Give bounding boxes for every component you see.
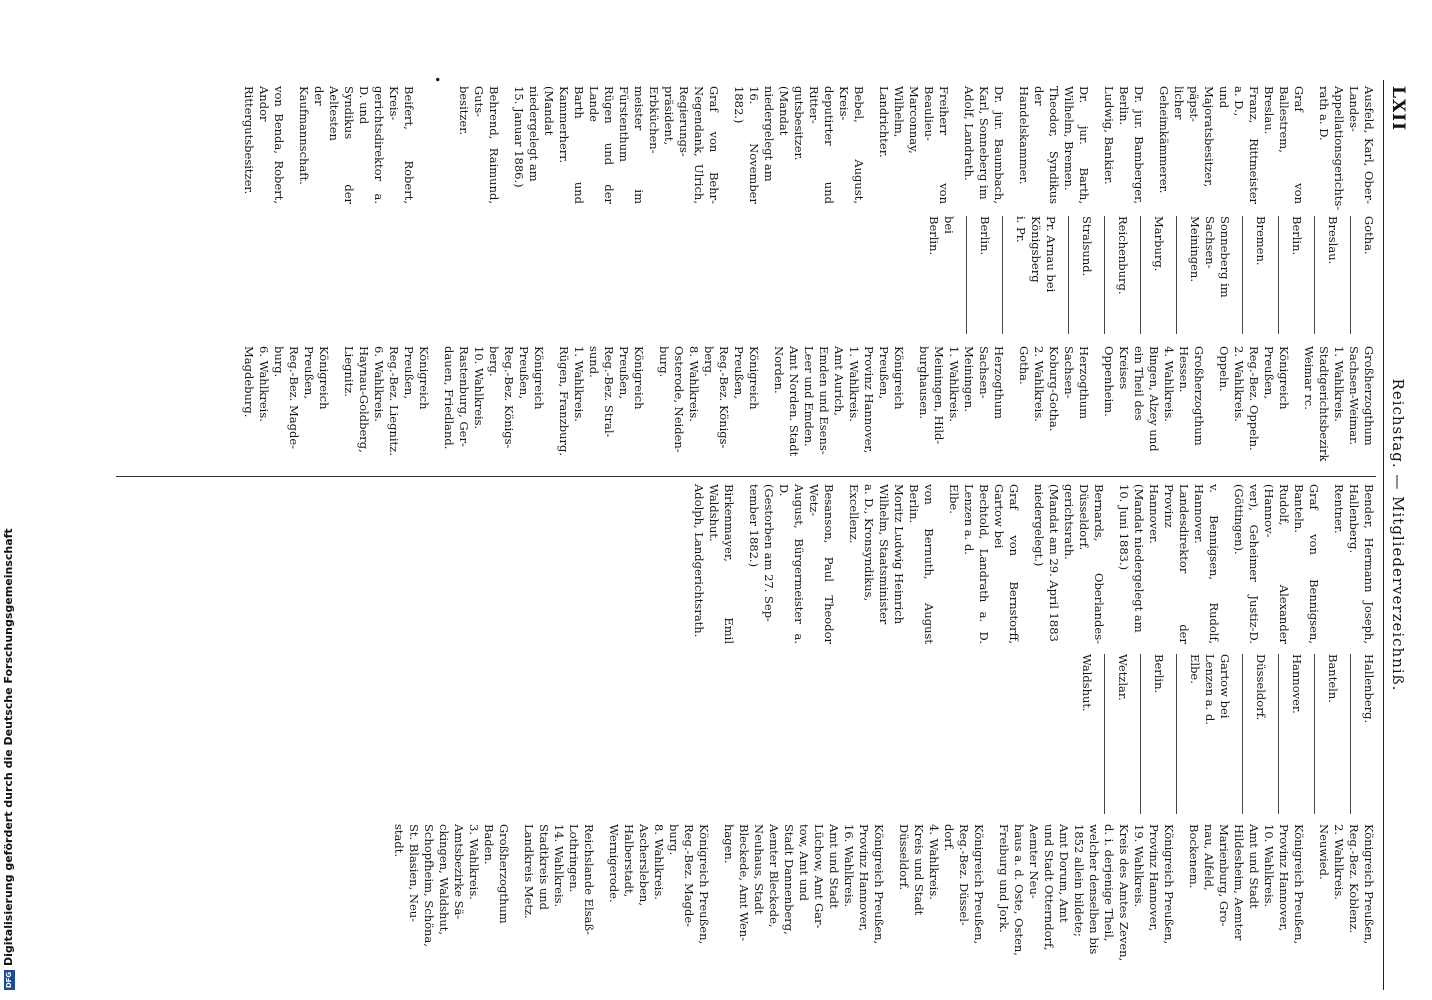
footer-credit <box>2 528 15 990</box>
column-constituency-right <box>381 824 1376 984</box>
member-entry: Dr. jur. Barth, Wilhelm, Bremen. Theodor, Syndikus der Handelskammer. <box>1017 86 1091 204</box>
constituency-entry: Großherzogthum Baden. 3. Wahlkreis. Amtsbezirke Sä- ckingen, Waldshut, Schopfheim, Schöna, St. Blasien, Neu- stadt. <box>392 824 511 947</box>
constituency-entry: Königreich Preußen, Provinz Hannover, 19. Wahlkreis. Kreis des Amtes Zeven, d. i. derjenige Theil, welcher denselben bis 1852 allein bildete; Amt Dorum, Amt und Stadt Otterndorf, Aemter Neu- haus a. d. Oste, Osten, Freiburg und Jork. <box>997 824 1176 962</box>
row-rule <box>1350 654 1351 814</box>
row-rule <box>1278 654 1279 814</box>
member-entry <box>296 76 446 204</box>
residence-entry: Hannover. <box>1290 654 1304 714</box>
member-entry: Graf von Ballestrem, Breslau. Franz, Rittmeister a. D., und Majoratsbesitzer, päpst- licher Geheimkämmerer. <box>1157 86 1306 204</box>
constituency-entry: Königreich Preußen, Provinz Hannover, 1. Wahlkreis. Amt Aurich, Emden und Esens- Leer und Emden. Amt Norden. Stadt Norden. <box>772 346 906 457</box>
constituency-entry: Königreich Preußen, Reg.-Bez. Stral- sund. 1. Wahlkreis. Rügen, Franzburg. <box>557 346 646 457</box>
member-entry: Bebel, August, Kreis- deputirter und Ritter- gutsbesitzer. (Mandat niedergelegt am 16. November 1882.) <box>732 86 866 204</box>
residence-entry: Berlin. <box>1290 216 1304 256</box>
scanned-page <box>100 76 1410 990</box>
residence-entry: Bremen. <box>1254 216 1268 266</box>
residence-entry: Waldshut. <box>1080 654 1094 712</box>
constituency-entry: Königreich Preußen, Reg.-Bez. Oppeln. 2. Wahlkreis. Oppeln. <box>1217 346 1291 451</box>
constituency-entry: Königreich Preußen, Reg.-Bez. Koblenz. 2. Wahlkreis. Neuwied. <box>1317 824 1376 945</box>
row-rule <box>1104 216 1105 334</box>
row-rule <box>1140 654 1141 814</box>
constituency-entry: Herzogthum Sachsen- Koburg-Gotha. 2. Wahlkreis. Gotha. <box>1017 346 1091 432</box>
constituency-entry: Königreich Preußen, Reg.-Bez. Magde- burg. 8. Wahlkreis. Aschersleben, Halberstadt, Wernigerode. <box>607 824 711 945</box>
row-rule <box>1242 654 1243 814</box>
member-entry: Graf von Bennigsen, Banteln. Rudolf, Alexander (Hannov- ver), Geheimer Justiz-D. (Göttingen). <box>1232 484 1321 644</box>
bullet-mark-icon: • <box>430 76 444 84</box>
member-entry-text: Beifert, Robert, Kreis- gerichtsdirektor a. D. und Syndikus der Aeltesten der Kaufmannschaft. <box>297 86 416 204</box>
row-rule <box>1068 216 1069 334</box>
constituency-entry: Königreich Preußen, Reg.-Bez. Königs- berg. 10. Wahlkreis. Rastenburg, Ger- dauen, Friedland. <box>442 346 546 450</box>
member-entry: Bernards, Oberlandes-Düsseldorf. gerichtsrath. (Mandat am 29. April 1883 niedergelegt.) <box>1032 484 1106 644</box>
residence-entry: Marburg. <box>1152 216 1166 272</box>
constituency-entry: Königreich Preußen, Reg.-Bez. Königs- berg. 8. Wahlkreis. Osterode, Neiden- burg. <box>657 346 761 453</box>
residence-entry: Banteln. <box>1326 654 1340 703</box>
residence-entry: Sonneberg im Sachsen- Meiningen. <box>1188 216 1232 298</box>
column-residence-right <box>1069 654 1376 814</box>
row-rule <box>1278 216 1279 334</box>
member-entry: Besanson, Paul Theodor Wetz- August, Bürgermeister a. D. (Gestorben am 27. Sep- tember 1882.) <box>747 484 836 644</box>
residence-entry: Düsseldorf. <box>1254 654 1268 721</box>
residence-entry: bei Berlin. <box>927 216 956 256</box>
constituency-entry: Königreich Preußen, Reg.-Bez. Düssel- dorf. 4. Wahlkreis. Kreis und Stadt Düsseldorf. <box>897 824 986 945</box>
residence-entry: Berlin. <box>978 216 992 256</box>
member-entry: von Bernuth, August Berlin. Moritz Ludwig Heinrich Wilhelm, Staatsminister a. D., Kronsyndikus, Excellenz. <box>847 484 936 644</box>
row-rule <box>1176 654 1177 814</box>
column-divider <box>116 476 1376 477</box>
row-rule <box>1176 216 1177 334</box>
row-rule <box>1314 654 1315 814</box>
constituency-entry: Großherzogthum Sachsen-Weimar. 1. Wahlkreis. Stadtgerichtsbezirk Weimar rc. <box>1302 346 1376 462</box>
column-constituency-left <box>231 346 1376 464</box>
constituency-entry: Großherzogthum Hessen. 4. Wahlkreis. Bingen, Alzey und ein Theil des Kreises Oppenheim. <box>1102 346 1206 452</box>
page-number: LXII <box>1388 86 1408 132</box>
residence-entry: Gartow bei Lenzen a. d. Elbe. <box>1188 654 1232 725</box>
residence-entry: Breslau. <box>1326 216 1340 265</box>
member-entry: von Benda, Robert, Andor Rittergutsbesitzer. <box>242 86 286 204</box>
column-residence-left <box>916 216 1376 334</box>
member-entry: Dr. jur. Baumbach, Karl, Sonneberg im Adolf, Landrath. <box>962 86 1006 204</box>
constituency-entry: Königreich Preußen, Reg.-Bez. Magde- burg. 6. Wahlkreis. Magdeburg. <box>242 346 331 450</box>
constituency-entry: Königreich Preußen, Provinz Hannover, 16. Wahlkreis. Amt und Stadt Lüchow, Amt Gar- tow, Amt und Stadt Dannenberg, Aemter Bleckede, Neuhaus, Stadt Bleckede, Amt Wen- hagen. <box>722 824 886 945</box>
constituency-entry: Reichslande Elsaß- Lothringen. 14. Wahlkreis. Stadtkreis und Landkreis Metz. <box>522 824 596 936</box>
member-entry: Dr. jur. Bamberger, Berlin. Ludwig, Bankier. <box>1102 86 1146 204</box>
residence-entry: Pr. Arnau bei Königsberg i. Pr. <box>1014 216 1058 293</box>
constituency-entry: Königreich Preußen, Provinz Hannover, 10. Wahlkreis. Amt und Stadt Hildesheim, Aemter Marienburg, Gro- nau, Alfeld, Bockenem. <box>1187 824 1306 945</box>
page-header <box>1383 80 1410 990</box>
row-rule <box>1242 216 1243 334</box>
member-entry: Graf von Bernstorff, Gartow bei Bechtold, Landrath a. D. Lenzen a. d. Elbe. <box>947 484 1021 644</box>
residence-entry: Reichenburg. <box>1116 216 1130 295</box>
row-rule <box>1002 216 1003 334</box>
constituency-entry: Königreich Preußen, Reg.-Bez. Liegnitz. 6. Wahlkreis. Haynau-Goldberg, Liegnitz. <box>342 346 431 456</box>
residence-entry: Hallenberg. <box>1362 654 1376 724</box>
column-names-right <box>681 484 1376 644</box>
member-entry: Freiherr von Beaulieu-Marconnay, Wilhelm, Landrichter. <box>877 86 951 204</box>
member-entry: v. Bennigsen, Rudolf, Hannover. Landesdirektor der Provinz Hannover. (Mandat niedergelegt am 10. Juni 1883.) <box>1117 484 1221 644</box>
row-rule <box>1104 654 1105 814</box>
row-rule <box>1314 216 1315 334</box>
residence-entry: Wetzlar. <box>1116 654 1130 701</box>
member-entry: Bender, Hermann Joseph, Hallenberg. Rentner. <box>1332 484 1376 644</box>
column-names-left <box>231 76 1376 211</box>
residence-entry: Berlin. <box>1152 654 1166 694</box>
page-title: Reichstag. — Mitgliederverzeichniß. <box>1389 378 1407 692</box>
dfg-logo-icon: DFG <box>4 971 13 989</box>
row-rule <box>1350 216 1351 334</box>
residence-entry: Stralsund. <box>1080 216 1094 277</box>
footer-strip <box>0 0 22 1000</box>
row-rule <box>1140 216 1141 334</box>
member-entry: Birkenmayer, Emil Waldshut. Adolph, Landgerichtsrath. <box>692 484 736 644</box>
member-entry: Graf von Behr-Negendank, Ulrich, Regierungs- präsident, Erbküchen- meister im Fürstenthum Rügen und der Lande Barth und Kammerherr. (Mandat niedergelegt am 15. Januar 1886.) <box>512 86 721 204</box>
row-rule <box>966 216 967 334</box>
residence-entry: Gotha. <box>1362 216 1376 255</box>
constituency-entry: Herzogthum Sachsen- Meiningen. 1. Wahlkreis. Meiningen, Hild- burghausen. <box>917 346 1006 445</box>
member-entry: Ausfeld, Karl, Ober-Landes- Appellationsgerichts- rath a. D. <box>1317 86 1376 211</box>
member-entry: Behrend, Raimund, Guts- besitzer. <box>457 86 501 204</box>
footer-credit-text: Digitalisierung gefördert durch die Deutsche Forschungsgemeinschaft <box>2 528 15 966</box>
